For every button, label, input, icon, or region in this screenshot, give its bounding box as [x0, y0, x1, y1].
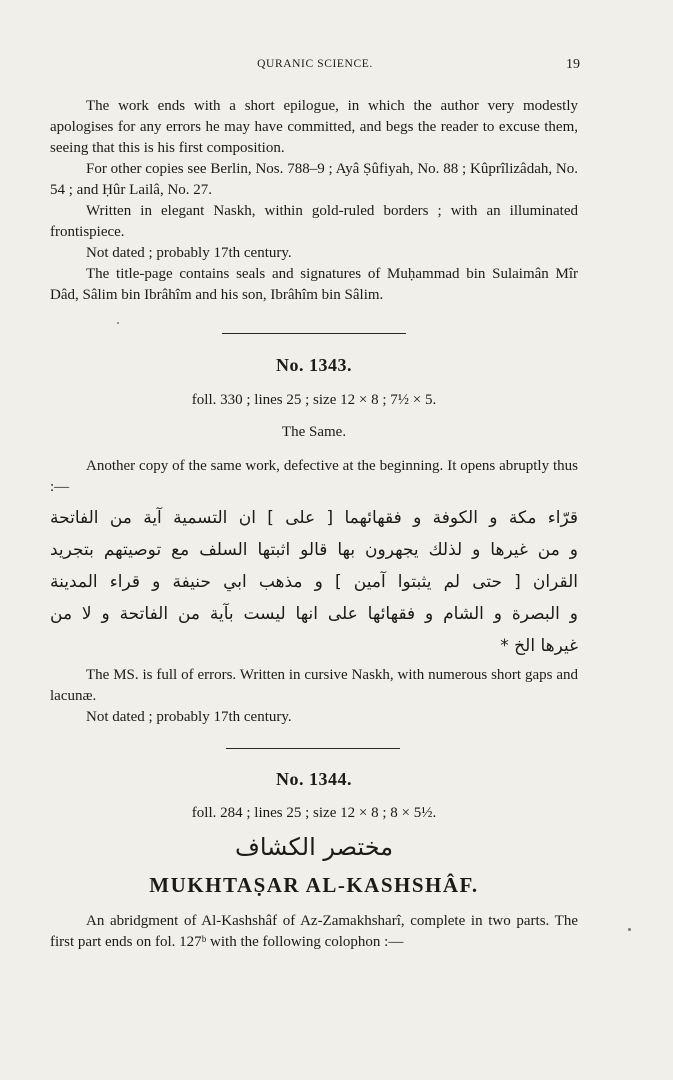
entry-1343-details: foll. 330 ; lines 25 ; size 12 × 8 ; 7½ × 5.: [191, 392, 437, 408]
entry-1343-subtitle: The Same.: [281, 424, 347, 440]
title-page-paragraph: The title-page contains seals and signatures of Muḥammad bin Sulaimân Mîr Dâd, Sâlim bin Ibrâhîm and his son, Ibrâhîm bin Sâlim.: [50, 266, 578, 303]
entry-1343-description: [50, 456, 578, 498]
page-header: [50, 58, 580, 78]
section-divider: [222, 333, 406, 334]
entry-number-1344: No. 1344.: [276, 769, 352, 789]
intro-text: [50, 96, 578, 306]
entry-1343-description-text: Another copy of the same work, defective at the beginning. It opens abruptly thus :—: [50, 458, 578, 495]
arabic-quotation: [50, 502, 578, 662]
arabic-line-4: و البصرة و الشام و فقهائها على انها ليست بآية من الفاتحة و لا من: [50, 604, 578, 624]
entry-1343-notes: [50, 665, 578, 728]
paper-speck: [117, 322, 119, 324]
arabic-line-5: غيرها الخ *: [500, 636, 578, 656]
section-divider: [226, 748, 400, 749]
entry-1344-description: [50, 911, 578, 953]
entry-number-1343: No. 1343.: [276, 355, 352, 375]
running-title: QURANIC SCIENCE.: [257, 58, 373, 70]
arabic-line-1: قرّاء مكة و الكوفة و فقهائهما [ على ] ان التسمية آية من الفاتحة: [50, 508, 578, 528]
entry-1344-details: foll. 284 ; lines 25 ; size 12 × 8 ; 8 × 5½.: [191, 805, 437, 821]
arabic-title: مختصر الكشاف: [234, 833, 394, 861]
script-paragraph: Written in elegant Naskh, within gold-ruled borders ; with an illuminated frontispiece.: [50, 203, 578, 240]
arabic-line-3: القران [ حتى لم يثبتوا آمين ] و مذهب ابي حنيفة و قراء المدينة: [50, 572, 578, 592]
work-title: MUKHTAṢAR AL-KASHSHÂF.: [149, 873, 479, 897]
paper-speck: [628, 928, 631, 931]
errors-note: The MS. is full of errors. Written in cursive Naskh, with numerous short gaps and lacunæ.: [50, 667, 578, 704]
other-copies-paragraph: For other copies see Berlin, Nos. 788–9 ; Ayâ Ṣûfiyah, No. 88 ; Kûprîlizâdah, No. 54 ; and Ḥûr Lailâ, No. 27.: [50, 161, 578, 198]
epilogue-paragraph: The work ends with a short epilogue, in which the author very modestly apologises for any errors he may have committed, and begs the reader to excuse them, seeing that this is his first composition.: [50, 98, 578, 156]
entry-1344-description-text: An abridgment of Al-Kashshâf of Az-Zamakhsharî, complete in two parts. The first part ends on fol. 127ᵇ with the following colophon :—: [50, 913, 578, 950]
arabic-line-2: و من غيرها و لذلك يجهرون بها قالو اثبتها السلف مع توصيتهم بتجريد: [50, 540, 578, 560]
date-paragraph: Not dated ; probably 17th century.: [86, 245, 292, 261]
date-note: Not dated ; probably 17th century.: [86, 709, 292, 725]
page-number: 19: [566, 57, 580, 72]
